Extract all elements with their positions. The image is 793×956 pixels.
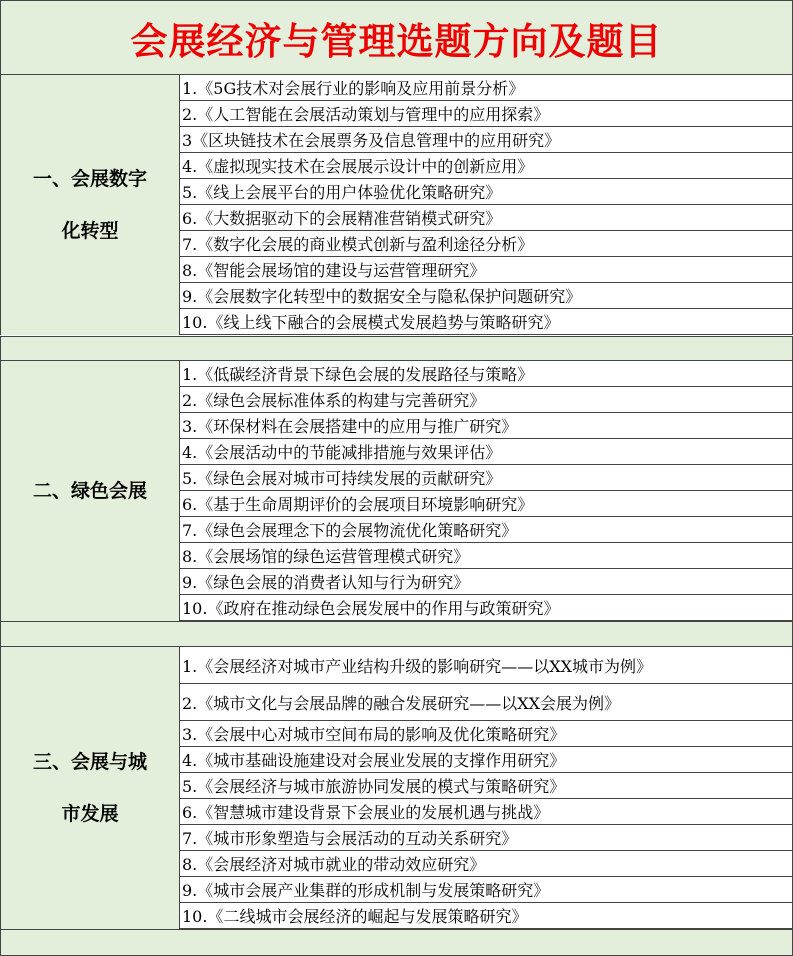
- category-label: [15, 465, 165, 517]
- category-label-line2: 化转型: [61, 220, 119, 242]
- topic-item: 1.《会展经济对城市产业结构升级的影响研究——以XX城市为例》: [180, 647, 793, 684]
- section-separator: [0, 621, 793, 647]
- topic-item: 2.《人工智能在会展活动策划与管理中的应用探索》: [180, 101, 793, 127]
- topic-item: 5.《会展经济与城市旅游协同发展的模式与策略研究》: [180, 773, 793, 799]
- topic-list: [180, 361, 793, 621]
- topic-item: 2.《城市文化与会展品牌的融合发展研究——以XX会展为例》: [180, 684, 793, 721]
- topic-item: 9.《绿色会展的消费者认知与行为研究》: [180, 569, 793, 595]
- topic-item: 7.《城市形象塑造与会展活动的互动关系研究》: [180, 825, 793, 851]
- topic-item: 8.《会展经济对城市就业的带动效应研究》: [180, 851, 793, 877]
- topic-list: [180, 647, 793, 929]
- topic-item: 9.《城市会展产业集群的形成机制与发展策略研究》: [180, 877, 793, 903]
- topic-item: 2.《绿色会展标准体系的构建与完善研究》: [180, 387, 793, 413]
- topic-item: 3.《会展中心对城市空间布局的影响及优化策略研究》: [180, 721, 793, 747]
- topic-item: 5.《绿色会展对城市可持续发展的贡献研究》: [180, 465, 793, 491]
- category-label-line1: 一、会展数字: [32, 168, 147, 190]
- topic-item: 7.《数字化会展的商业模式创新与盈利途径分析》: [180, 231, 793, 257]
- topic-item: 8.《会展场馆的绿色运营管理模式研究》: [180, 543, 793, 569]
- category-cell: [0, 361, 180, 621]
- topic-item: 10.《线上线下融合的会展模式发展趋势与策略研究》: [180, 309, 793, 335]
- category-cell: [0, 647, 180, 929]
- topic-item: 4.《虚拟现实技术在会展展示设计中的创新应用》: [180, 153, 793, 179]
- topic-item: 4.《城市基础设施建设对会展业发展的支撑作用研究》: [180, 747, 793, 773]
- topic-item: 5.《线上会展平台的用户体验优化策略研究》: [180, 179, 793, 205]
- topic-item: 7.《绿色会展理念下的会展物流优化策略研究》: [180, 517, 793, 543]
- topic-item: 1.《5G技术对会展行业的影响及应用前景分析》: [180, 75, 793, 101]
- topic-item: 9.《会展数字化转型中的数据安全与隐私保护问题研究》: [180, 283, 793, 309]
- category-label-line1: 二、绿色会展: [32, 480, 147, 502]
- topic-item: 6.《大数据驱动下的会展精准营销模式研究》: [180, 205, 793, 231]
- category-label-line1: 三、会展与城: [32, 751, 147, 773]
- section-green-exhibition: [0, 361, 793, 621]
- topic-item: 4.《会展活动中的节能减排措施与效果评估》: [180, 439, 793, 465]
- topic-item: 1.《低碳经济背景下绿色会展的发展路径与策略》: [180, 361, 793, 387]
- topic-item: 10.《二线城市会展经济的崛起与发展策略研究》: [180, 903, 793, 929]
- section-separator: [0, 336, 793, 361]
- category-label-line2: 市发展: [61, 803, 119, 825]
- title-bar: [0, 0, 793, 75]
- topic-item: 3.《环保材料在会展搭建中的应用与推广研究》: [180, 413, 793, 439]
- page-title: 会展经济与管理选题方向及题目: [130, 19, 663, 63]
- category-cell: [0, 75, 180, 335]
- category-label: [15, 736, 165, 840]
- topic-item: 8.《智能会展场馆的建设与运营管理研究》: [180, 257, 793, 283]
- topic-item: 6.《基于生命周期评价的会展项目环境影响研究》: [180, 491, 793, 517]
- section-city-development: [0, 647, 793, 929]
- category-label: [15, 153, 165, 257]
- topic-list: [180, 75, 793, 335]
- section-separator: [0, 929, 793, 956]
- topic-item: 10.《政府在推动绿色会展发展中的作用与政策研究》: [180, 595, 793, 621]
- section-digital-transformation: [0, 75, 793, 335]
- topic-item: 6.《智慧城市建设背景下会展业的发展机遇与挑战》: [180, 799, 793, 825]
- topic-item: 3《区块链技术在会展票务及信息管理中的应用研究》: [180, 127, 793, 153]
